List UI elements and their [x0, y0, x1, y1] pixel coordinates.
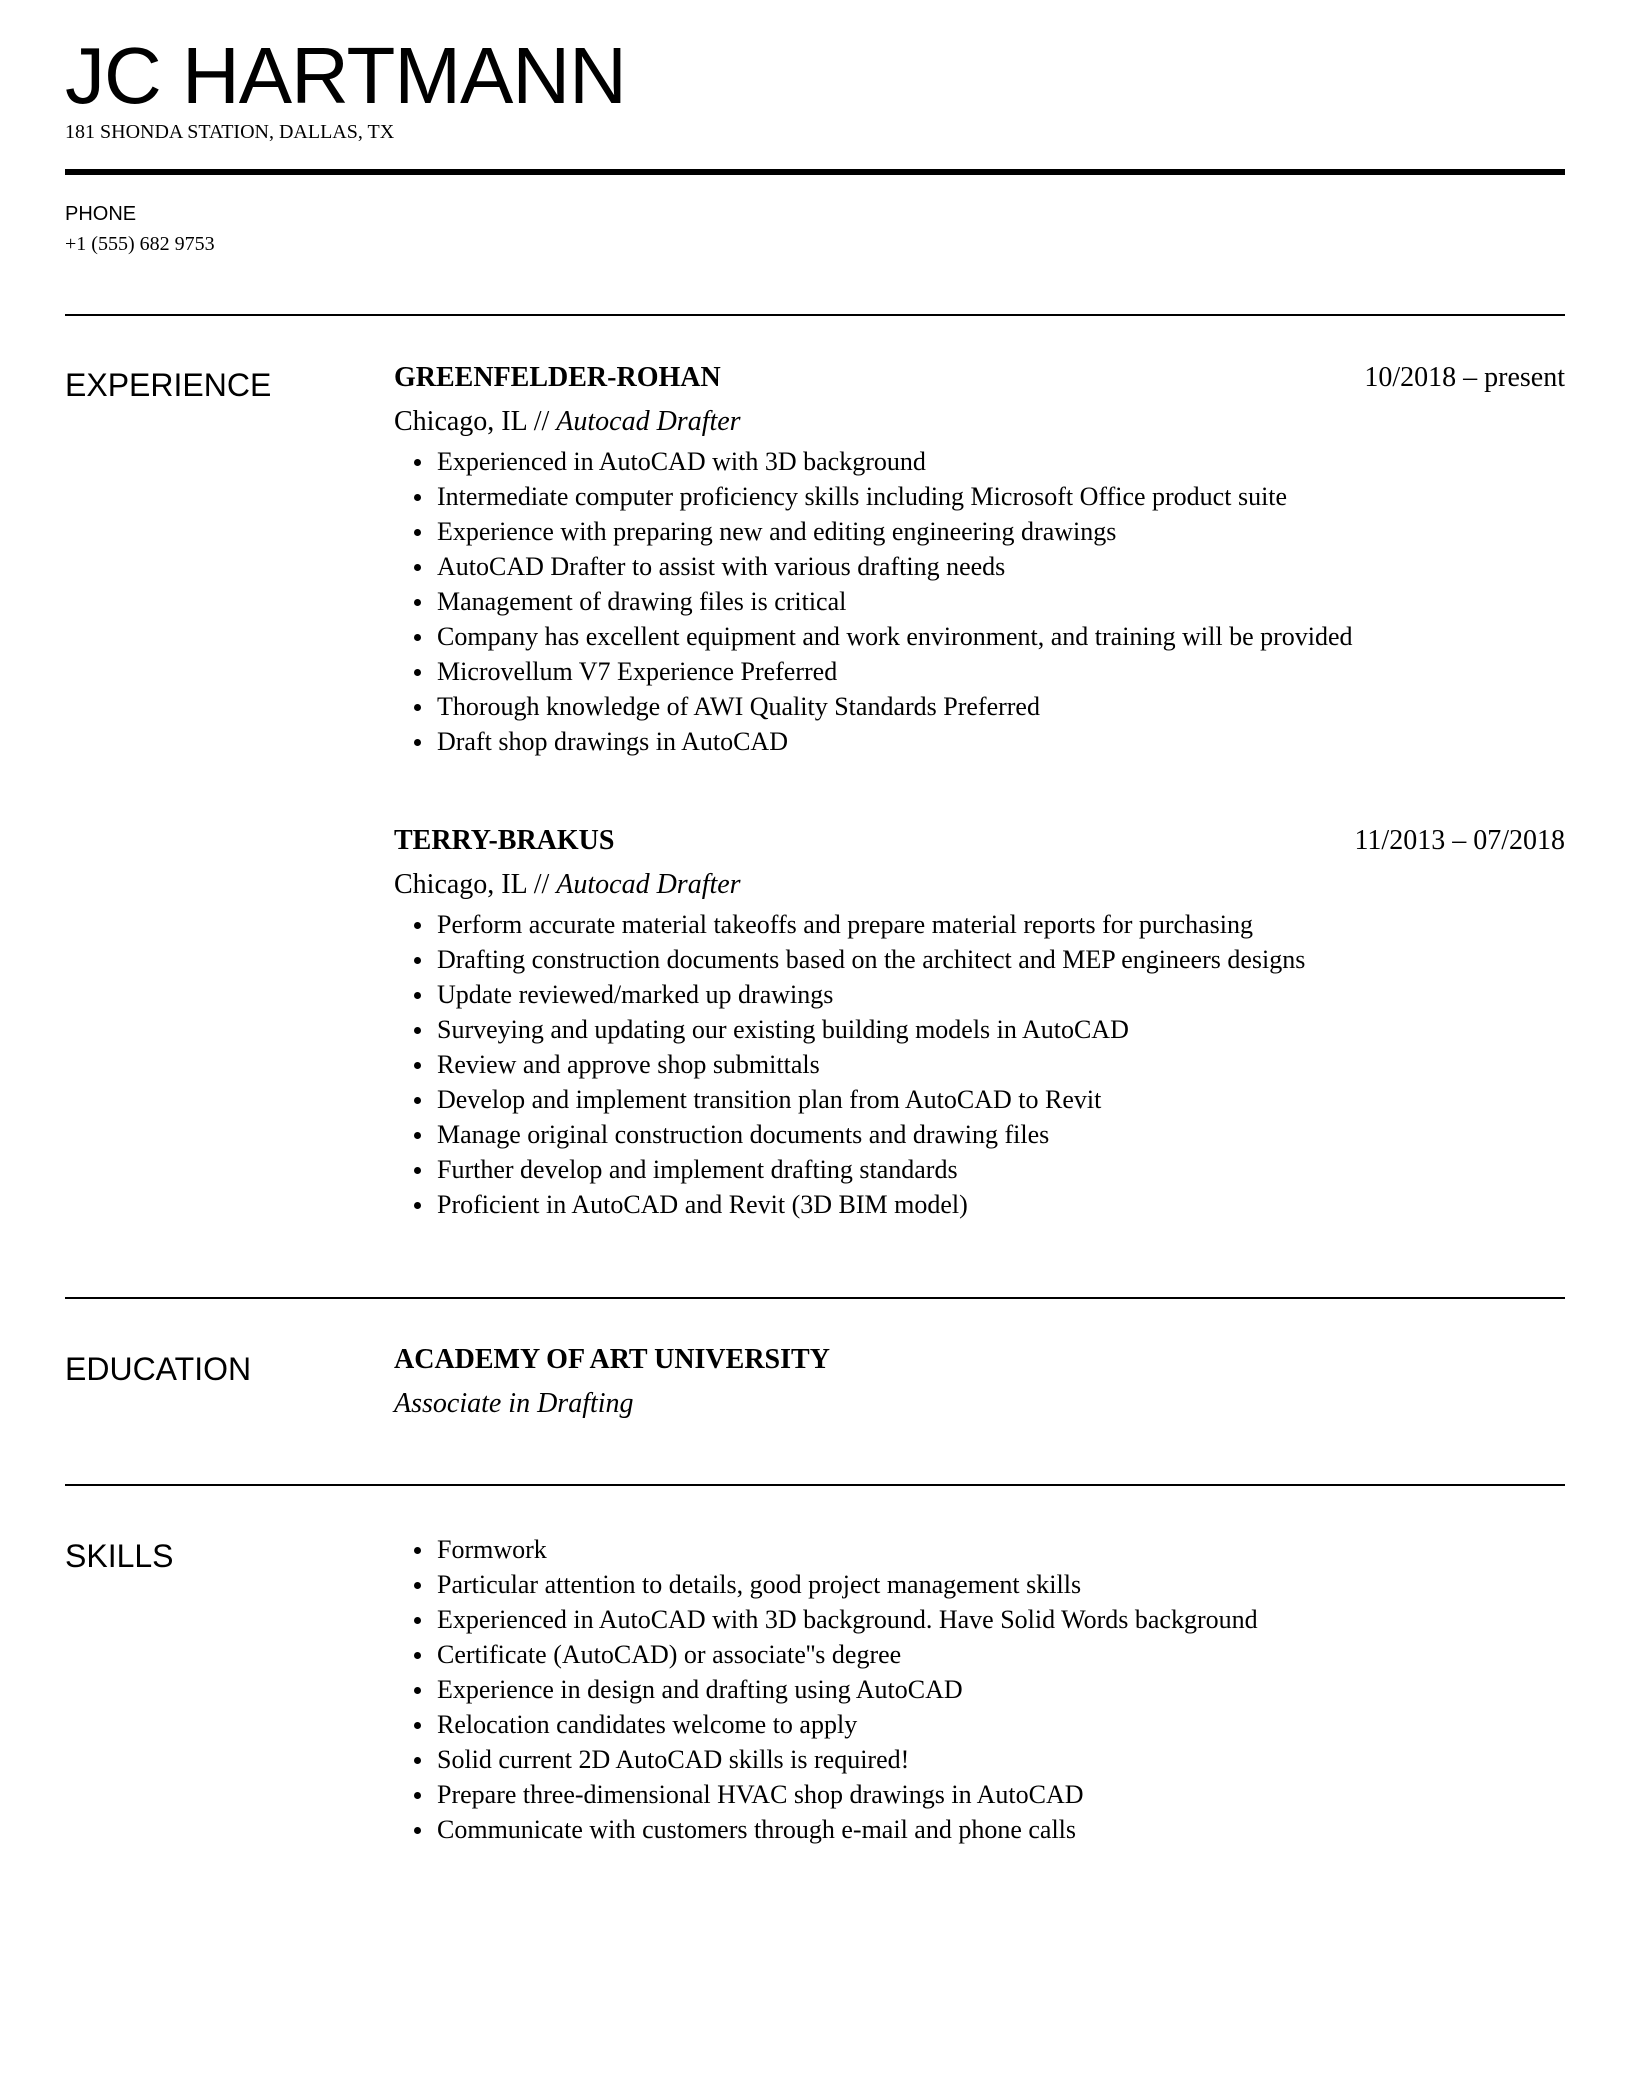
job-location: Chicago, IL [394, 406, 527, 437]
candidate-address: 181 SHONDA STATION, DALLAS, TX [65, 121, 395, 143]
school-name: ACADEMY OF ART UNIVERSITY [394, 1344, 830, 1375]
job-bullet: Experienced in AutoCAD with 3D background [394, 444, 1565, 479]
skill-item: Particular attention to details, good project management skills [394, 1567, 1565, 1602]
job-entry [394, 362, 1565, 759]
job-dates: 11/2013 – 07/2018 [1354, 825, 1565, 856]
skill-item: Communicate with customers through e-mail and phone calls [394, 1812, 1565, 1847]
job-bullet: Experience with preparing new and editing engineering drawings [394, 514, 1565, 549]
job-bullet: Manage original construction documents and drawing files [394, 1117, 1565, 1152]
skill-item: Certificate (AutoCAD) or associate''s degree [394, 1637, 1565, 1672]
skills-list [394, 1532, 1565, 1847]
candidate-name: JC HARTMANN [65, 31, 626, 120]
job-bullet: Review and approve shop submittals [394, 1047, 1565, 1082]
job-bullet: Company has excellent equipment and work environment, and training will be provided [394, 619, 1565, 654]
job-title: Autocad Drafter [556, 406, 741, 437]
job-bullet: AutoCAD Drafter to assist with various drafting needs [394, 549, 1565, 584]
job-separator: // [526, 406, 557, 437]
job-bullet: Develop and implement transition plan from AutoCAD to Revit [394, 1082, 1565, 1117]
job-location-title [394, 865, 1565, 905]
phone-number: +1 (555) 682 9753 [65, 233, 215, 255]
header-divider [65, 169, 1565, 175]
job-bullet: Proficient in AutoCAD and Revit (3D BIM model) [394, 1187, 1565, 1222]
section-divider-experience [65, 314, 1565, 316]
skill-item: Solid current 2D AutoCAD skills is required! [394, 1742, 1565, 1777]
skills-heading: SKILLS [65, 1538, 174, 1574]
job-entry [394, 825, 1565, 1222]
skill-item: Formwork [394, 1532, 1565, 1567]
job-location-title [394, 402, 1565, 442]
section-divider-education [65, 1297, 1565, 1299]
job-company: GREENFELDER-ROHAN [394, 362, 721, 393]
job-company: TERRY-BRAKUS [394, 825, 615, 856]
section-divider-skills [65, 1484, 1565, 1486]
job-bullet: Surveying and updating our existing building models in AutoCAD [394, 1012, 1565, 1047]
job-bullet: Further develop and implement drafting standards [394, 1152, 1565, 1187]
job-title: Autocad Drafter [556, 869, 741, 900]
job-bullet: Management of drawing files is critical [394, 584, 1565, 619]
education-heading: EDUCATION [65, 1351, 252, 1387]
job-separator: // [526, 869, 557, 900]
education-entry [394, 1344, 1565, 1424]
job-bullet: Update reviewed/marked up drawings [394, 977, 1565, 1012]
skills-entry [394, 1532, 1565, 1847]
job-dates: 10/2018 – present [1364, 362, 1565, 393]
job-bullet-list [394, 444, 1565, 759]
experience-heading: EXPERIENCE [65, 367, 272, 403]
job-bullet-list [394, 907, 1565, 1222]
skill-item: Experienced in AutoCAD with 3D background. Have Solid Words background [394, 1602, 1565, 1637]
skill-item: Experience in design and drafting using AutoCAD [394, 1672, 1565, 1707]
job-bullet: Draft shop drawings in AutoCAD [394, 724, 1565, 759]
skill-item: Prepare three-dimensional HVAC shop drawings in AutoCAD [394, 1777, 1565, 1812]
job-bullet: Perform accurate material takeoffs and prepare material reports for purchasing [394, 907, 1565, 942]
skill-item: Relocation candidates welcome to apply [394, 1707, 1565, 1742]
job-location: Chicago, IL [394, 869, 527, 900]
job-bullet: Drafting construction documents based on the architect and MEP engineers designs [394, 942, 1565, 977]
degree-name: Associate in Drafting [394, 1388, 634, 1419]
phone-label: PHONE [65, 203, 137, 225]
job-bullet: Microvellum V7 Experience Preferred [394, 654, 1565, 689]
job-bullet: Thorough knowledge of AWI Quality Standards Preferred [394, 689, 1565, 724]
job-bullet: Intermediate computer proficiency skills including Microsoft Office product suite [394, 479, 1565, 514]
